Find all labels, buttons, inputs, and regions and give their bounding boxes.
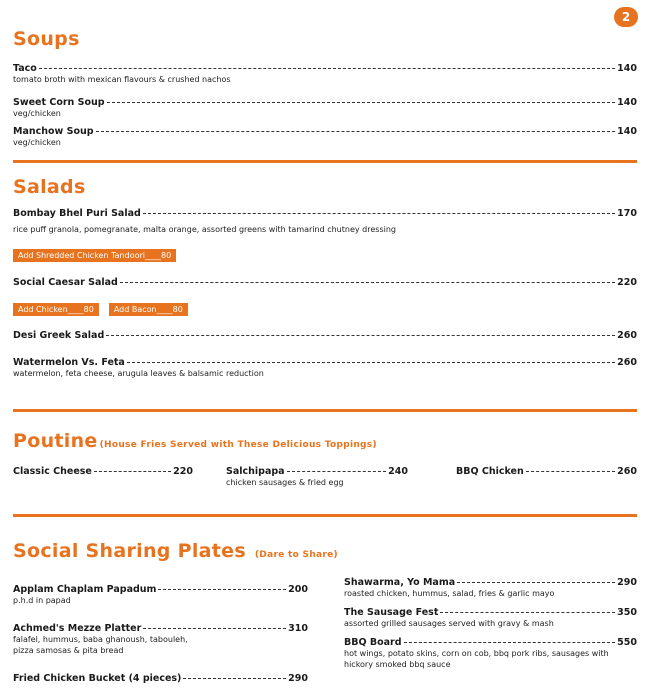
menu-item xyxy=(13,277,637,316)
item-description: assorted grilled sausages served with gravy & mash xyxy=(344,619,554,628)
item-name: Shawarma, Yo Mama xyxy=(344,577,456,588)
item-name: Sweet Corn Soup xyxy=(13,97,105,108)
poutine-header xyxy=(13,430,637,452)
salads-header xyxy=(13,176,637,198)
menu-item xyxy=(344,577,637,599)
section-divider xyxy=(13,160,637,163)
item-price: 140 xyxy=(617,63,637,74)
menu-item xyxy=(344,637,637,670)
item-description: rice puff granola, pomegranate, malta orange, assorted greens with tamarind chutney dressing xyxy=(13,225,396,234)
item-name: Applam Chaplam Papadum xyxy=(13,584,157,595)
sharing-title xyxy=(13,540,637,562)
sharing-header xyxy=(13,540,637,562)
item-name: Desi Greek Salad xyxy=(13,330,105,341)
item-price: 220 xyxy=(173,466,193,477)
poutine-title xyxy=(13,430,637,452)
item-description: falafel, hummus, baba ghanoush, tabouleh, xyxy=(13,635,188,644)
item-price: 550 xyxy=(617,637,637,648)
menu-item xyxy=(13,673,308,684)
item-price: 170 xyxy=(617,208,637,219)
item-description: veg/chicken xyxy=(13,138,61,147)
page-number-badge: 2 xyxy=(614,7,638,27)
item-description: hot wings, potato skins, corn on cob, bbq pork ribs, sausages with xyxy=(344,649,609,658)
menu-item xyxy=(13,357,637,379)
item-price: 350 xyxy=(617,607,637,618)
menu-item xyxy=(13,126,637,148)
item-name: The Sausage Fest xyxy=(344,607,439,618)
section-divider xyxy=(13,409,637,412)
item-name: Classic Cheese xyxy=(13,466,92,477)
item-name: Fried Chicken Bucket (4 pieces) xyxy=(13,673,182,684)
item-price: 260 xyxy=(617,357,637,368)
addon-badge: Add Chicken____80 xyxy=(13,303,99,316)
item-price: 220 xyxy=(617,277,637,288)
item-description: p.h.d in papad xyxy=(13,596,71,605)
item-description: chicken sausages & fried egg xyxy=(226,478,344,487)
addon-badge: Add Bacon____80 xyxy=(109,303,188,316)
item-price: 290 xyxy=(617,577,637,588)
addon-badge: Add Shredded Chicken Tandoori____80 xyxy=(13,249,176,262)
item-price: 240 xyxy=(388,466,408,477)
item-name: BBQ Board xyxy=(344,637,402,648)
item-price: 290 xyxy=(288,673,308,684)
item-description: roasted chicken, hummus, salad, fries & garlic mayo xyxy=(344,589,555,598)
menu-item xyxy=(226,466,408,488)
item-description: veg/chicken xyxy=(13,109,61,118)
item-name: Social Caesar Salad xyxy=(13,277,118,288)
menu-item xyxy=(13,330,637,341)
item-name: Achmed's Mezze Platter xyxy=(13,623,142,634)
menu-item xyxy=(456,466,637,477)
menu-item xyxy=(13,63,637,85)
item-price: 200 xyxy=(288,584,308,595)
poutine-title-text: Poutine xyxy=(13,430,98,452)
menu-item xyxy=(13,584,308,606)
section-divider xyxy=(13,514,637,517)
item-name: Salchipapa xyxy=(226,466,285,477)
soups-header xyxy=(13,28,637,50)
item-price: 140 xyxy=(617,97,637,108)
poutine-subtitle: (House Fries Served with These Delicious Toppings) xyxy=(99,440,377,450)
item-description-2: hickory smoked bbq sauce xyxy=(344,660,451,669)
menu-item xyxy=(13,97,637,119)
item-price: 140 xyxy=(617,126,637,137)
item-name: Taco xyxy=(13,63,37,74)
sharing-title-text: Social Sharing Plates xyxy=(13,540,246,562)
menu-item xyxy=(344,607,637,629)
salads-title: Salads xyxy=(13,176,86,198)
item-price: 260 xyxy=(617,466,637,477)
sharing-subtitle: (Dare to Share) xyxy=(254,550,338,560)
item-name: Bombay Bhel Puri Salad xyxy=(13,208,141,219)
item-price: 310 xyxy=(288,623,308,634)
item-name: BBQ Chicken xyxy=(456,466,524,477)
item-name: Manchow Soup xyxy=(13,126,94,137)
item-description-2: pizza samosas & pita bread xyxy=(13,646,124,655)
menu-item xyxy=(13,623,308,656)
soups-title: Soups xyxy=(13,28,80,50)
menu-item xyxy=(13,208,637,262)
item-description: watermelon, feta cheese, arugula leaves & balsamic reduction xyxy=(13,369,264,378)
item-price: 260 xyxy=(617,330,637,341)
menu-item xyxy=(13,466,193,477)
item-description: tomato broth with mexican flavours & crushed nachos xyxy=(13,75,231,84)
item-name: Watermelon Vs. Feta xyxy=(13,357,125,368)
